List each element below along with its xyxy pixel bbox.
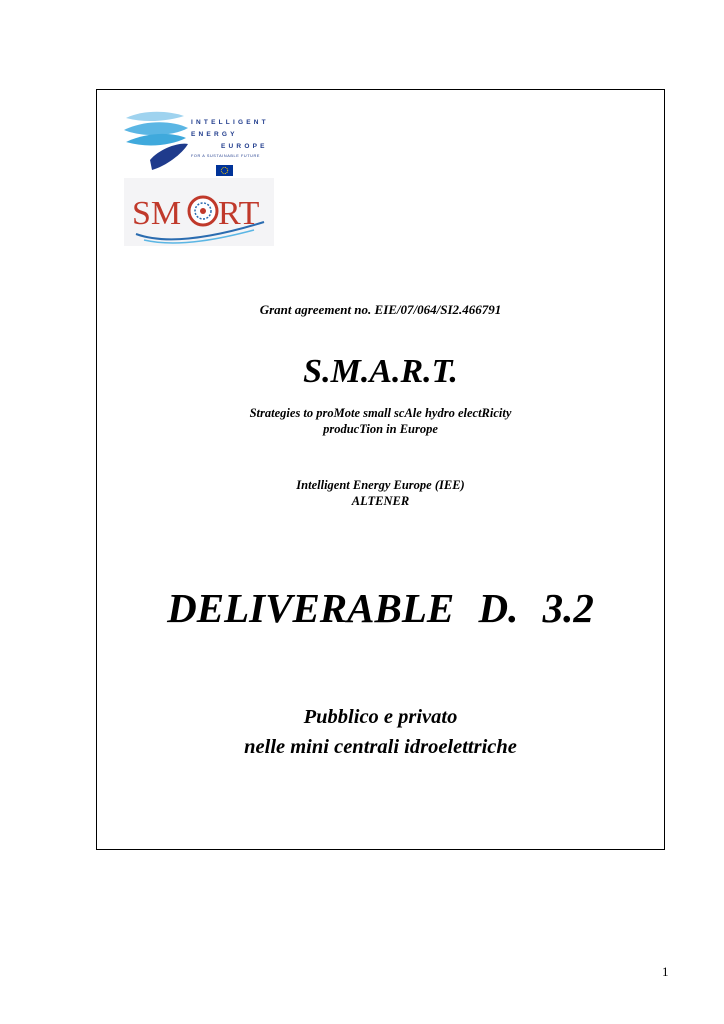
- program-line2: ALTENER: [351, 494, 410, 508]
- deliverable-heading: DELIVERABLE D. 3.2: [167, 585, 594, 631]
- smart-logo-text-left: SM: [132, 195, 182, 232]
- iee-logo-line2: ENERGY: [191, 131, 238, 138]
- grant-agreement: Grant agreement no. EIE/07/064/SI2.466791: [259, 302, 502, 317]
- program-line1: Intelligent Energy Europe (IEE): [296, 478, 465, 492]
- project-subtitle-line1: Strategies to proMote small scAle hydro electRicity: [249, 406, 512, 420]
- smart-logo-text-right: RT: [218, 195, 260, 232]
- project-subtitle-line2: producTion in Europe: [323, 422, 438, 436]
- eu-flag-icon: [216, 165, 233, 176]
- project-subtitle: [96, 405, 665, 437]
- iee-logo-line1: INTELLIGENT: [191, 119, 269, 126]
- project-title: S.M.A.R.T.: [303, 353, 458, 390]
- smart-logo-icon: [124, 178, 274, 246]
- program-info: [96, 477, 665, 509]
- document-title-line2: nelle mini centrali idroelettriche: [244, 736, 517, 758]
- document-title-line1: Pubblico e privato: [303, 706, 458, 728]
- turbine-icon: [189, 197, 217, 225]
- page-number: 1: [662, 964, 669, 979]
- iee-logo-line3: EUROPE: [221, 143, 268, 150]
- document-title: [96, 702, 665, 762]
- iee-logo-tagline: FOR A SUSTAINABLE FUTURE: [191, 154, 260, 158]
